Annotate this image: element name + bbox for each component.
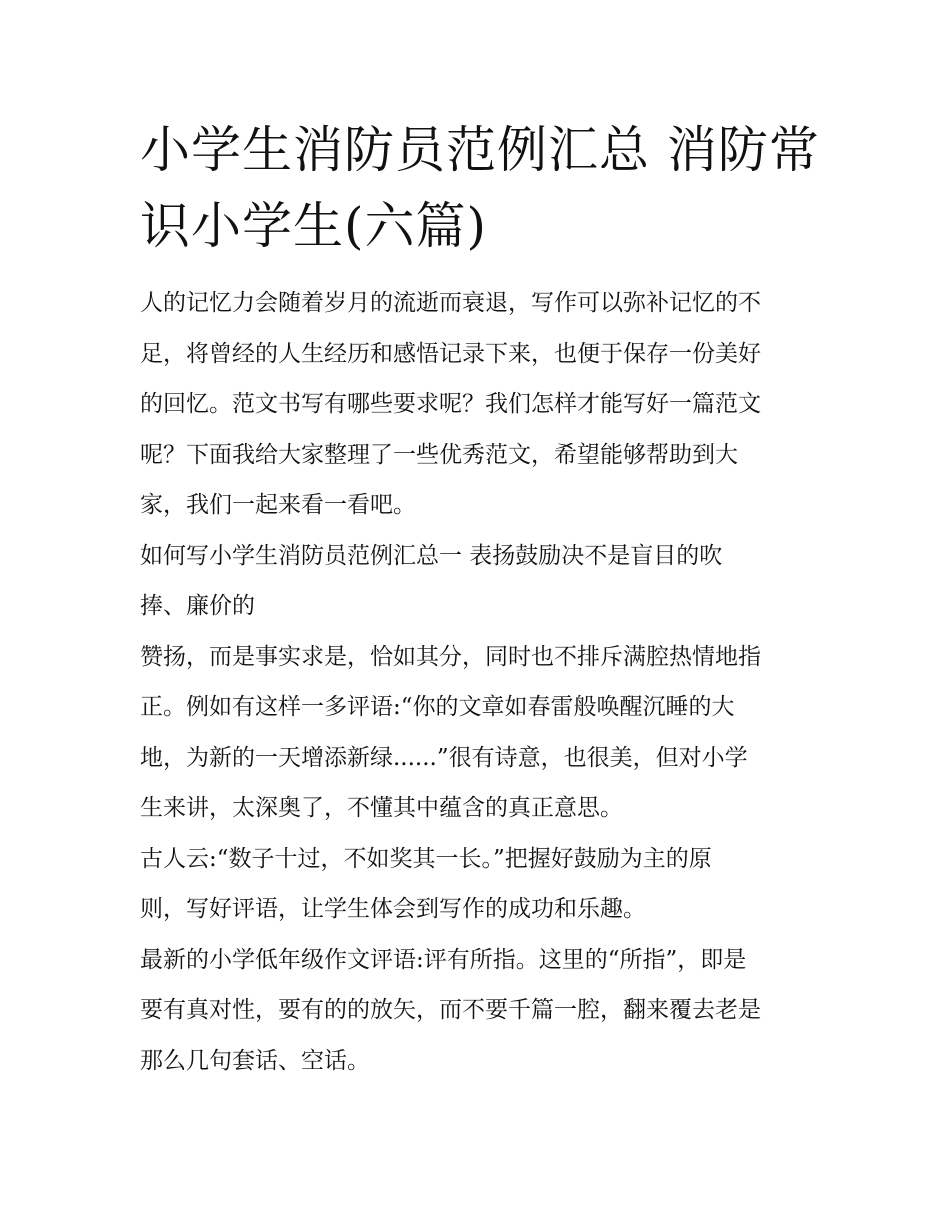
text-line: 足，将曾经的人生经历和感悟记录下来，也便于保存一份美好	[140, 340, 761, 367]
text-line: 生来讲，太深奥了，不懂其中蕴含的真正意思。	[140, 795, 623, 821]
title-line: 识小学生(六篇)	[140, 197, 488, 255]
text-line: 人的记忆力会随着岁月的流逝而衰退，写作可以弥补记忆的不	[140, 290, 761, 316]
text-line: 捧、廉价的	[140, 593, 255, 619]
paragraph-quote	[140, 834, 830, 935]
text-line: 的回忆。范文书写有哪些要求呢？我们怎样才能写好一篇范文	[140, 391, 761, 417]
text-line: 则，写好评语，让学生体会到写作的成功和乐趣。	[140, 896, 646, 922]
text-line: 家，我们一起来看一看吧。	[140, 492, 416, 518]
text-line: 古人云:“数子十过，不如奖其一长。”把握好鼓励为主的原	[140, 845, 712, 872]
text-line: 正。例如有这样一多评语:“你的文章如春雷般唤醒沉睡的大	[140, 694, 735, 720]
text-line: 赞扬，而是事实求是，恰如其分，同时也不排斥满腔热情地指	[140, 643, 761, 670]
text-line: 最新的小学低年级作文评语:评有所指。这里的“所指”，即是	[140, 946, 747, 973]
text-line: 要有真对性，要有的的放矢，而不要千篇一腔，翻来覆去老是	[140, 997, 761, 1023]
paragraph-comments	[140, 935, 830, 1087]
text-line: 呢？下面我给大家整理了一些优秀范文，希望能够帮助到大	[140, 441, 738, 468]
paragraph-intro	[140, 278, 830, 531]
text-line: 地，为新的一天增添新绿......”很有诗意，也很美，但对小学	[140, 744, 748, 771]
text-line: 如何写小学生消防员范例汇总一 表扬鼓励决不是盲目的吹	[140, 542, 723, 569]
paragraph-praise	[140, 632, 830, 834]
document-title	[140, 112, 830, 264]
title-line: 小学生消防员范例汇总 消防常	[140, 121, 820, 179]
document-page	[140, 112, 830, 1086]
paragraph-heading-one	[140, 531, 830, 632]
text-line: 那么几句套话、空话。	[140, 1047, 370, 1074]
